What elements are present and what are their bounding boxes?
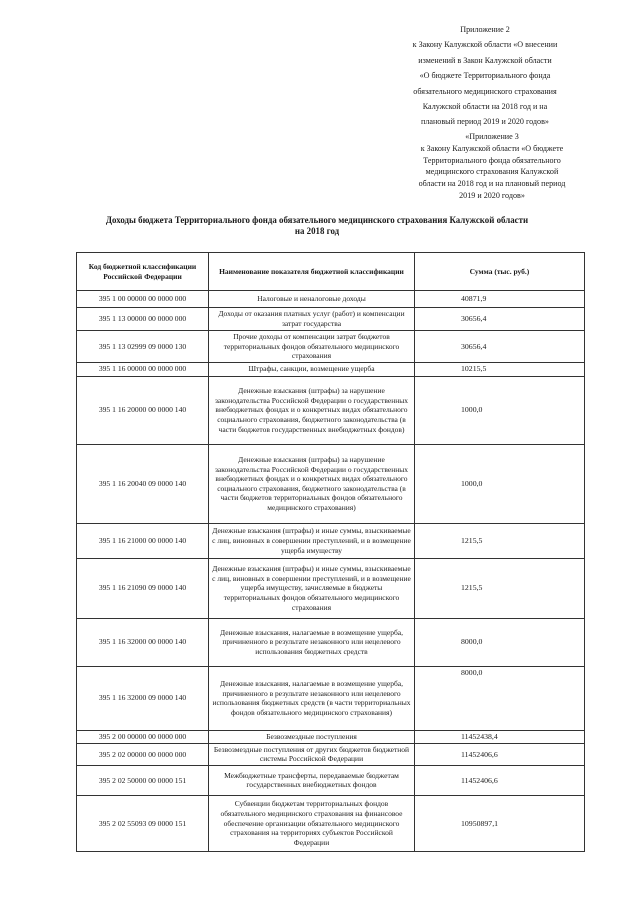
row-name: Прочие доходы от компенсации затрат бюджетов территориальных фондов обязательного медицинского страхования	[209, 331, 415, 363]
appendix-line: «О бюджете Территориального фонда	[419, 71, 551, 81]
title-line: Доходы бюджета Территориального фонда обязательного медицинского страхования Калужской области	[105, 215, 529, 225]
row-amount: 40871,9	[415, 291, 585, 308]
row-code: 395 2 00 00000 00 0000 000	[77, 730, 209, 743]
row-amount: 11452406,6	[415, 765, 585, 795]
row-amount: 11452438,4	[415, 730, 585, 743]
row-code: 395 1 13 00000 00 0000 000	[77, 308, 209, 331]
document-title	[78, 215, 556, 237]
table-row	[77, 308, 585, 331]
appendix-3-note	[404, 131, 580, 202]
row-code: 395 1 16 00000 00 0000 000	[77, 362, 209, 376]
appendix-line: Территориального фонда обязательного	[423, 155, 561, 165]
row-code: 395 2 02 00000 00 0000 000	[77, 743, 209, 765]
row-name: Денежные взыскания, налагаемые в возмещение ущерба, причиненного в результате незаконного или нецелевого использования бюджетных средств (в части территориальных фондов обязательного медицинского страхования)	[209, 666, 415, 730]
table-row	[77, 558, 585, 618]
row-amount: 10215,5	[415, 362, 585, 376]
row-name: Доходы от оказания платных услуг (работ) и компенсации затрат государства	[209, 308, 415, 331]
row-name: Безвозмездные поступления от других бюджетов бюджетной системы Российской Федерации	[209, 743, 415, 765]
appendix-line: к Закону Калужской области «О бюджете	[420, 143, 564, 153]
row-amount: 1215,5	[415, 558, 585, 618]
table-row	[77, 765, 585, 795]
row-amount: 8000,0	[415, 618, 585, 666]
appendix-line: к Закону Калужской области «О внесении	[412, 40, 558, 50]
table-row	[77, 795, 585, 851]
row-name: Налоговые и неналоговые доходы	[209, 291, 415, 308]
table-row	[77, 331, 585, 363]
row-code: 395 1 16 20000 00 0000 140	[77, 376, 209, 444]
row-amount: 8000,0	[415, 666, 585, 730]
appendix-line: плановый период 2019 и 2020 годов»	[421, 117, 549, 127]
appendix-line: обязательного медицинского страхования	[413, 86, 557, 96]
header-code: Код бюджетной классификации Российской Федерации	[77, 253, 209, 291]
table-row	[77, 362, 585, 376]
table-header-row	[77, 253, 585, 291]
row-name: Денежные взыскания (штрафы) за нарушение законодательства Российской Федерации о государственных внебюджетных фондах и о конкретных видах обязательного социального страхования, бюджетного законодательства (в части бюджетов государственных внебюджетных фондов)	[209, 376, 415, 444]
row-amount: 1000,0	[415, 376, 585, 444]
row-name: Денежные взыскания, налагаемые в возмещение ущерба, причиненного в результате незаконного или нецелевого использования бюджетных средств	[209, 618, 415, 666]
row-code: 395 1 13 02999 09 0000 130	[77, 331, 209, 363]
row-code: 395 1 16 21000 00 0000 140	[77, 523, 209, 558]
appendix-line: медицинского страхования Калужской	[425, 167, 559, 177]
row-code: 395 1 00 00000 00 0000 000	[77, 291, 209, 308]
title-line: на 2018 год	[294, 226, 340, 237]
table-row	[77, 618, 585, 666]
appendix-2-note	[390, 22, 580, 130]
table-row	[77, 743, 585, 765]
row-amount: 1215,5	[415, 523, 585, 558]
row-name: Денежные взыскания (штрафы) и иные суммы, взыскиваемые с лиц, виновных в совершении преступлений, и в возмещение ущерба имуществу, зачисляемые в бюджеты территориальных фондов обязательного медицинского страхования	[209, 558, 415, 618]
row-name: Денежные взыскания (штрафы) за нарушение законодательства Российской Федерации о государственных внебюджетных фондах и о конкретных видах обязательного социального страхования, бюджетного законодательства (в части бюджетов территориальных фондов обязательного медицинского страхования)	[209, 444, 415, 523]
row-code: 395 1 16 32000 09 0000 140	[77, 666, 209, 730]
table-row	[77, 730, 585, 743]
table-row	[77, 666, 585, 730]
table-row	[77, 444, 585, 523]
row-code: 395 1 16 32000 00 0000 140	[77, 618, 209, 666]
table-row	[77, 291, 585, 308]
row-amount: 10950897,1	[415, 795, 585, 851]
appendix-line: области на 2018 год и на плановый период	[418, 179, 566, 189]
row-code: 395 1 16 20040 09 0000 140	[77, 444, 209, 523]
header-amount: Сумма (тыс. руб.)	[415, 253, 585, 291]
appendix-line: изменений в Закон Калужской области	[418, 55, 552, 65]
appendix-line: «Приложение 3	[465, 132, 519, 141]
appendix-line: 2019 и 2020 годов»	[459, 190, 525, 200]
appendix-line: Приложение 2	[460, 25, 510, 34]
row-code: 395 1 16 21090 09 0000 140	[77, 558, 209, 618]
row-code: 395 2 02 55093 09 0000 151	[77, 795, 209, 851]
row-amount: 1000,0	[415, 444, 585, 523]
row-name: Штрафы, санкции, возмещение ущерба	[209, 362, 415, 376]
revenue-table	[76, 252, 585, 852]
header-name: Наименование показателя бюджетной классификации	[209, 253, 415, 291]
table-row	[77, 523, 585, 558]
row-amount: 30656,4	[415, 331, 585, 363]
row-name: Межбюджетные трансферты, передаваемые бюджетам государственных внебюджетных фондов	[209, 765, 415, 795]
row-name: Денежные взыскания (штрафы) и иные суммы, взыскиваемые с лиц, виновных в совершении преступлений, и в возмещение ущерба имуществу	[209, 523, 415, 558]
row-amount: 11452406,6	[415, 743, 585, 765]
row-name: Безвозмездные поступления	[209, 730, 415, 743]
appendix-line: Калужской области на 2018 год и на	[422, 102, 548, 112]
row-code: 395 2 02 50000 00 0000 151	[77, 765, 209, 795]
row-name: Субвенции бюджетам территориальных фондов обязательного медицинского страхования на финансовое обеспечение организации обязательного медицинского страхования на территориях субъектов Российской Федерации	[209, 795, 415, 851]
table-row	[77, 376, 585, 444]
row-amount: 30656,4	[415, 308, 585, 331]
